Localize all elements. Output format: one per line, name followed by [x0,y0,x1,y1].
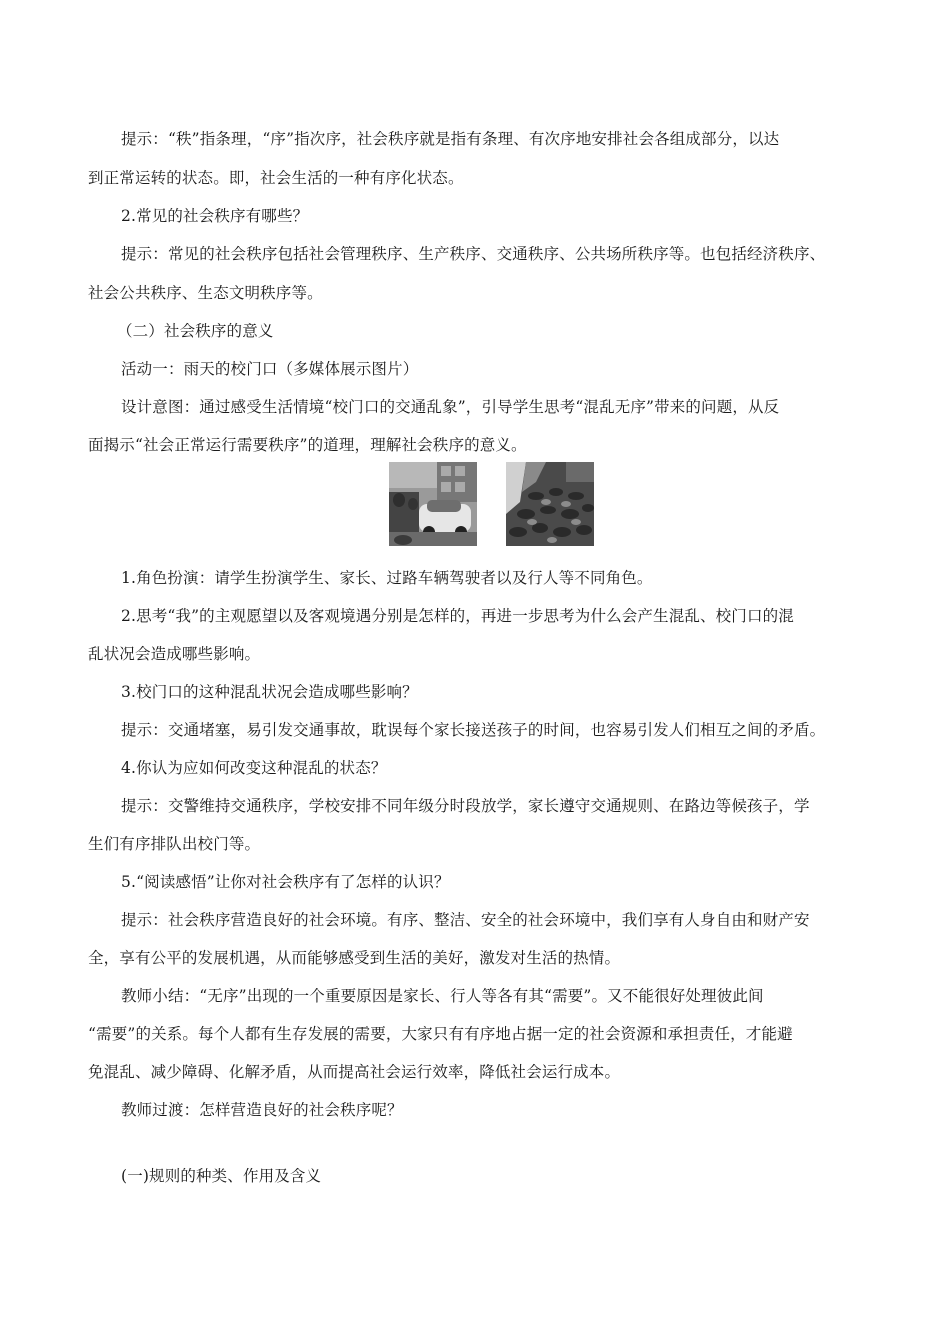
paragraph-line: 提示：“秩”指条理，“序”指次序，社会秩序就是指有条理、有次序地安排社会各组成部分，以达 [121,130,780,148]
paragraph-line: 提示：交通堵塞，易引发交通事故，耽误每个家长接送孩子的时间，也容易引发人们相互之间的矛盾。 [121,721,826,739]
paragraph-line: 乱状况会造成哪些影响。 [88,645,261,663]
school-gate-traffic-photo [389,462,477,546]
paragraph-line: 2.思考“我”的主观愿望以及客观境遇分别是怎样的，再进一步思考为什么会产生混乱、校门口的混 [121,607,794,625]
crowd-umbrellas-photo [506,462,594,546]
paragraph-line: 提示：社会秩序营造良好的社会环境。有序、整洁、安全的社会环境中，我们享有人身自由和财产安 [121,911,810,929]
question-line: 5.“阅读感悟”让你对社会秩序有了怎样的认识？ [121,873,450,891]
question-line: 4.你认为应如何改变这种混乱的状态？ [121,759,387,777]
paragraph-line: 生们有序排队出校门等。 [88,835,261,853]
question-line: 2.常见的社会秩序有哪些？ [121,207,309,225]
paragraph-line: “需要”的关系。每个人都有生存发展的需要，大家只有有序地占据一定的社会资源和承担责任，才能避 [88,1025,793,1043]
activity-heading: 活动一：雨天的校门口（多媒体展示图片） [121,360,419,378]
paragraph-line: 提示：交警维持交通秩序，学校安排不同年级分时段放学，家长遵守交通规则、在路边等候孩子，学 [121,797,810,815]
paragraph-line: 教师过渡：怎样营造良好的社会秩序呢？ [121,1101,403,1119]
paragraph-line: 免混乱、减少障碍、化解矛盾，从而提高社会运行效率，降低社会运行成本。 [88,1063,621,1081]
paragraph-line: 面揭示“社会正常运行需要秩序”的道理，理解社会秩序的意义。 [88,436,527,454]
question-line: 3.校门口的这种混乱状况会造成哪些影响？ [121,683,418,701]
activity-photos [389,462,594,546]
section-heading: (一)规则的种类、作用及含义 [121,1167,322,1185]
paragraph-line: 1.角色扮演：请学生扮演学生、家长、过路车辆驾驶者以及行人等不同角色。 [121,569,653,587]
paragraph-line: 设计意图：通过感受生活情境“校门口的交通乱象”，引导学生思考“混乱无序”带来的问题，从反 [121,398,780,416]
section-heading: （二）社会秩序的意义 [117,322,274,340]
paragraph-line: 社会公共秩序、生态文明秩序等。 [88,284,323,302]
paragraph-line: 到正常运转的状态。即，社会生活的一种有序化状态。 [88,169,464,187]
paragraph-line: 提示：常见的社会秩序包括社会管理秩序、生产秩序、交通秩序、公共场所秩序等。也包括经济秩序、 [121,245,826,263]
paragraph-line: 教师小结：“无序”出现的一个重要原因是家长、行人等各有其“需要”。又不能很好处理彼此间 [121,987,764,1005]
paragraph-line: 全，享有公平的发展机遇，从而能够感受到生活的美好，激发对生活的热情。 [88,949,621,967]
